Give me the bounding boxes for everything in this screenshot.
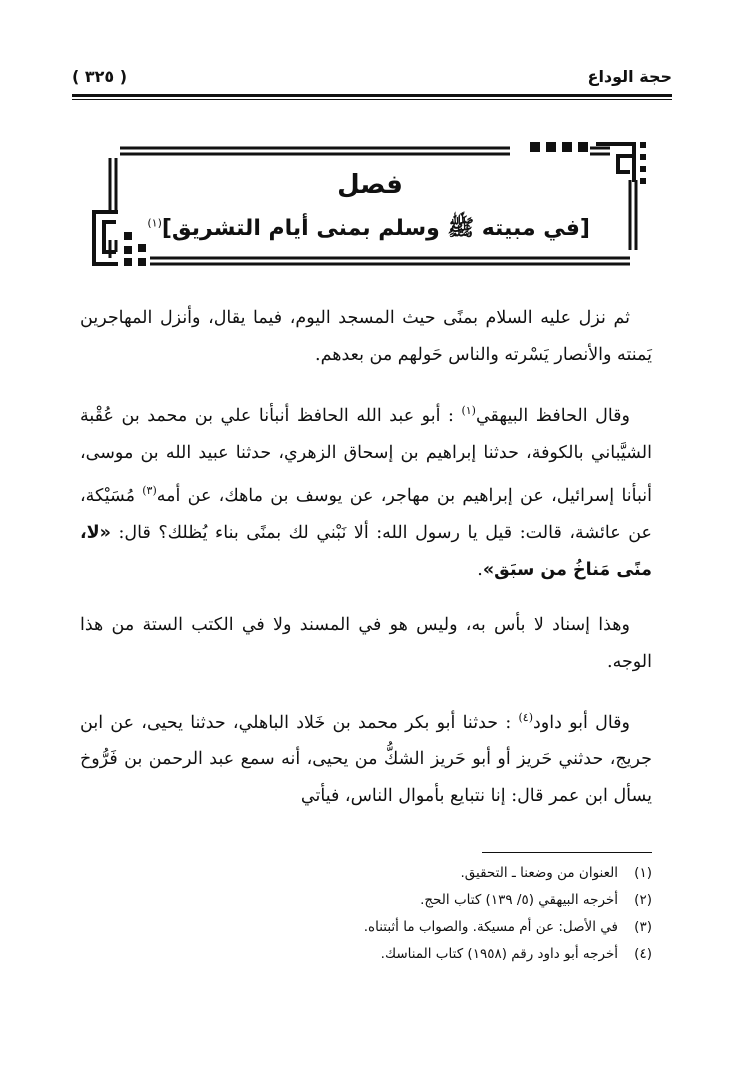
paragraph-2-part-c: مُسَيْكة، عن عائشة، قالت: قيل يا رسول الله: ألا نَبْني لك بمنًى بناء يُظلك؟ قال:: [80, 485, 652, 543]
footnote-2: [150, 887, 652, 914]
paragraph-4: [80, 699, 652, 816]
page-number: ( ٣٢٥ ): [72, 66, 128, 86]
footnote-4: [150, 941, 652, 968]
running-header: [72, 62, 672, 90]
footnote-3: [150, 914, 652, 941]
chapter-name: حجة الوداع: [587, 66, 672, 86]
prophetic-quote: «لا، منًى مَناخُ من سبَق»: [80, 522, 652, 580]
footnote-number: (٢): [634, 892, 652, 908]
paragraph-4-part-a: وقال أبو داود: [532, 712, 630, 733]
section-subtitle-text: [في مبيته ﷺ وسلم بمنى أيام التشريق]: [161, 216, 590, 241]
body-text: [80, 300, 652, 833]
footnote-number: (١): [634, 865, 652, 881]
paragraph-2-part-d: .: [477, 559, 483, 580]
section-subtitle-note-ref: (١): [147, 216, 162, 230]
paragraph-4-part-b: : حدثنا أبو بكر محمد بن خَلاد الباهلي، حدثنا يحيى، عن ابن جريج، حدثني حَريز أو أبو حَريز الشكُّ من يحيى، أنه سمع عبد الرحمن بن فَرُّوخ يسأل ابن عمر قال: إنا نتبايع بأموال الناس، فيأتي: [80, 712, 652, 807]
footnote-ref-4: (٤): [518, 710, 533, 724]
header-rule: [72, 94, 672, 97]
paragraph-3: وهذا إسناد لا بأس به، وليس هو في المسند ولا في الكتب الستة من هذا الوجه.: [80, 614, 652, 672]
footnote-number: (٣): [634, 919, 652, 935]
footnote-number: (٤): [634, 946, 652, 962]
footnote-text: أخرجه أبو داود رقم (١٩٥٨) كتاب المناسك.: [380, 946, 618, 962]
ornamental-title-frame: [90, 140, 650, 270]
footnote-separator: [482, 852, 652, 853]
footnote-1: [150, 860, 652, 887]
footnote-ref-1: (١): [461, 404, 476, 417]
paragraph-2: [80, 392, 652, 589]
frame-border-ornament: [90, 140, 650, 270]
section-subtitle: [147, 214, 590, 246]
section-title: فصل: [337, 170, 403, 200]
footnotes: [150, 860, 652, 968]
paragraph-2-part-b: : أبو عبد الله الحافظ أنبأنا علي بن محمد بن عُقْبة الشيَّباني بالكوفة، حدثنا إبراهيم بن إسحاق الزهري، حدثنا عبيد الله بن موسى، أنبأنا إسرائيل، عن إبراهيم بن مهاجر، عن يوسف بن ماهك، عن أمه: [80, 405, 652, 506]
paragraph-2-part-a: وقال الحافظ البيهقي: [475, 405, 630, 426]
paragraph-1: ثم نزل عليه السلام بمنًى حيث المسجد اليوم، فيما يقال، وأنزل المهاجرين يَمنته والأنصار يَسْرته والناس حَولهم من بعدهم.: [80, 308, 652, 365]
footnote-text: العنوان من وضعنا ـ التحقيق.: [460, 865, 618, 881]
footnote-text: أخرجه البيهقي (٥/ ١٣٩) كتاب الحج.: [420, 892, 618, 908]
footnote-ref-3: (٣): [142, 483, 157, 497]
footnote-text: في الأصل: عن أم مسيكة. والصواب ما أثبتناه.: [363, 919, 618, 935]
header-rule-thin: [72, 99, 672, 100]
